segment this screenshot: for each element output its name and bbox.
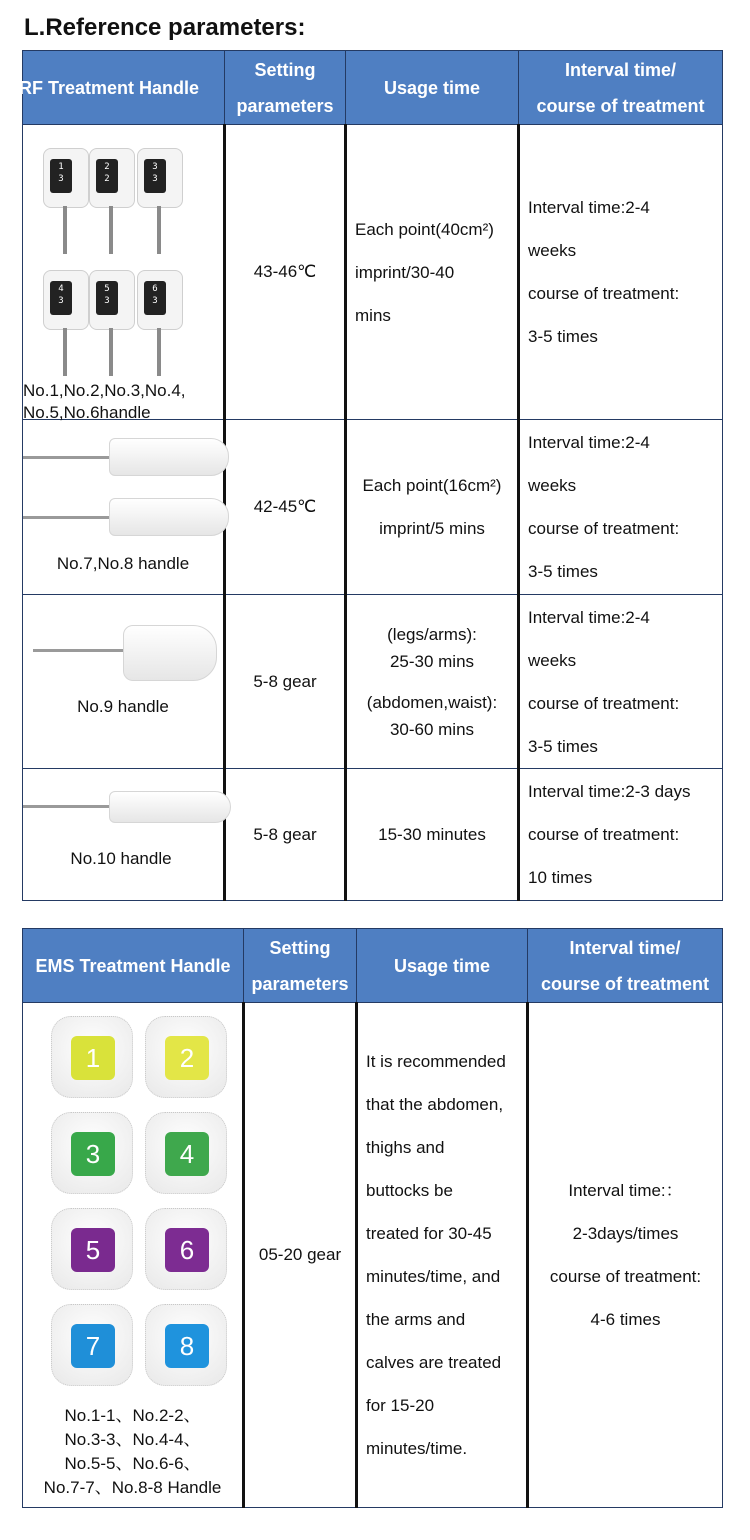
rf-handle-cell [23,769,225,901]
ems-pad-grid [23,1004,242,1404]
usage-value: (legs/arms): 25-30 mins (abdomen,waist): 30-60 mins [346,595,519,769]
table-row [23,769,723,901]
ems-pad-number: 7 [71,1324,115,1368]
ems-pad-number: 2 [165,1036,209,1080]
rf-handle-caption: No.10 handle [70,848,172,868]
usage-value: It is recommended that the abdomen, thighs and buttocks be treated for 30-45 minutes/time, and the arms and calves are treated for 15-20 minutes/time. [357,1003,528,1508]
ems-pad-number: 5 [71,1228,115,1272]
table-row [23,595,723,769]
setting-value: 5-8 gear [225,595,346,769]
rf-header-handle: RF Treatment Handle [23,51,225,125]
ems-pad-number: 1 [71,1036,115,1080]
rf-header-interval: Interval time/ course of treatment [519,51,723,125]
ems-pad-icon [145,1016,227,1098]
interval-value: Interval time:2-4 weeks course of treatment: 3-5 times [519,125,723,420]
rf-header-usage: Usage time [346,51,519,125]
setting-value: 43-46℃ [225,125,346,420]
ems-pad-icon [145,1112,227,1194]
ems-header-setting: Setting parameters [244,929,357,1003]
rf-parameters-table [19,50,723,901]
ems-handle-cell [23,1003,244,1508]
rf-handle-caption: No.9 handle [77,696,169,716]
wand-handle-icon [23,422,223,592]
ems-pad-number: 8 [165,1324,209,1368]
interval-value: Interval time:： 2-3days/times course of treatment: 4-6 times [528,1003,723,1508]
ems-header-handle: EMS Treatment Handle [23,929,244,1003]
setting-value: 42-45℃ [225,420,346,595]
table-row [23,1003,723,1508]
wand-handle-icon [23,771,223,899]
rf-handle-cell [23,420,225,595]
rf-handle-caption: No.7,No.8 handle [56,554,190,573]
table-row [23,420,723,595]
interval-value: Interval time:2-3 days course of treatment: 10 times [519,769,723,901]
ems-header-interval: Interval time/ course of treatment [528,929,723,1003]
setting-value: 05-20 gear [244,1003,357,1508]
rf-handle-cell [23,595,225,769]
ems-pad-icon [145,1208,227,1290]
rf-handle-caption: No.1,No.2,No.3,No.4, No.5,No.6handle [23,381,186,422]
ems-header-usage: Usage time [357,929,528,1003]
usage-value: Each point(16cm²) imprint/5 mins [346,420,519,595]
ems-pad-number: 6 [165,1228,209,1272]
rf-header-setting: Setting parameters [225,51,346,125]
ems-pad-number: 3 [71,1132,115,1176]
ems-pad-icon [51,1112,133,1194]
page-title: L.Reference parameters: [24,14,306,41]
ems-handle-caption: No.1-1、No.2-2、 No.3-3、No.4-4、 No.5-5、No.6-6、 No.7-7、No.8-8 Handle [43,1406,222,1497]
ems-parameters-table [22,928,723,1508]
wand-handle-icon [23,597,223,767]
rf-handle-icon: 1 3 2 2 3 3 4 3 5 3 6 3 No.1,No.2,No.3,No.4, No.5,No.6handle [23,136,223,408]
rf-handle-cell [23,125,225,420]
interval-value: Interval time:2-4 weeks course of treatment: 3-5 times [519,595,723,769]
usage-value: 15-30 minutes [346,769,519,901]
ems-pad-number: 4 [165,1132,209,1176]
ems-pad-icon [145,1304,227,1386]
ems-pad-icon [51,1016,133,1098]
ems-pad-icon [51,1304,133,1386]
table-row [23,125,723,420]
interval-value: Interval time:2-4 weeks course of treatment: 3-5 times [519,420,723,595]
ems-pad-icon [51,1208,133,1290]
usage-value: Each point(40cm²) imprint/30-40 mins [346,125,519,420]
setting-value: 5-8 gear [225,769,346,901]
